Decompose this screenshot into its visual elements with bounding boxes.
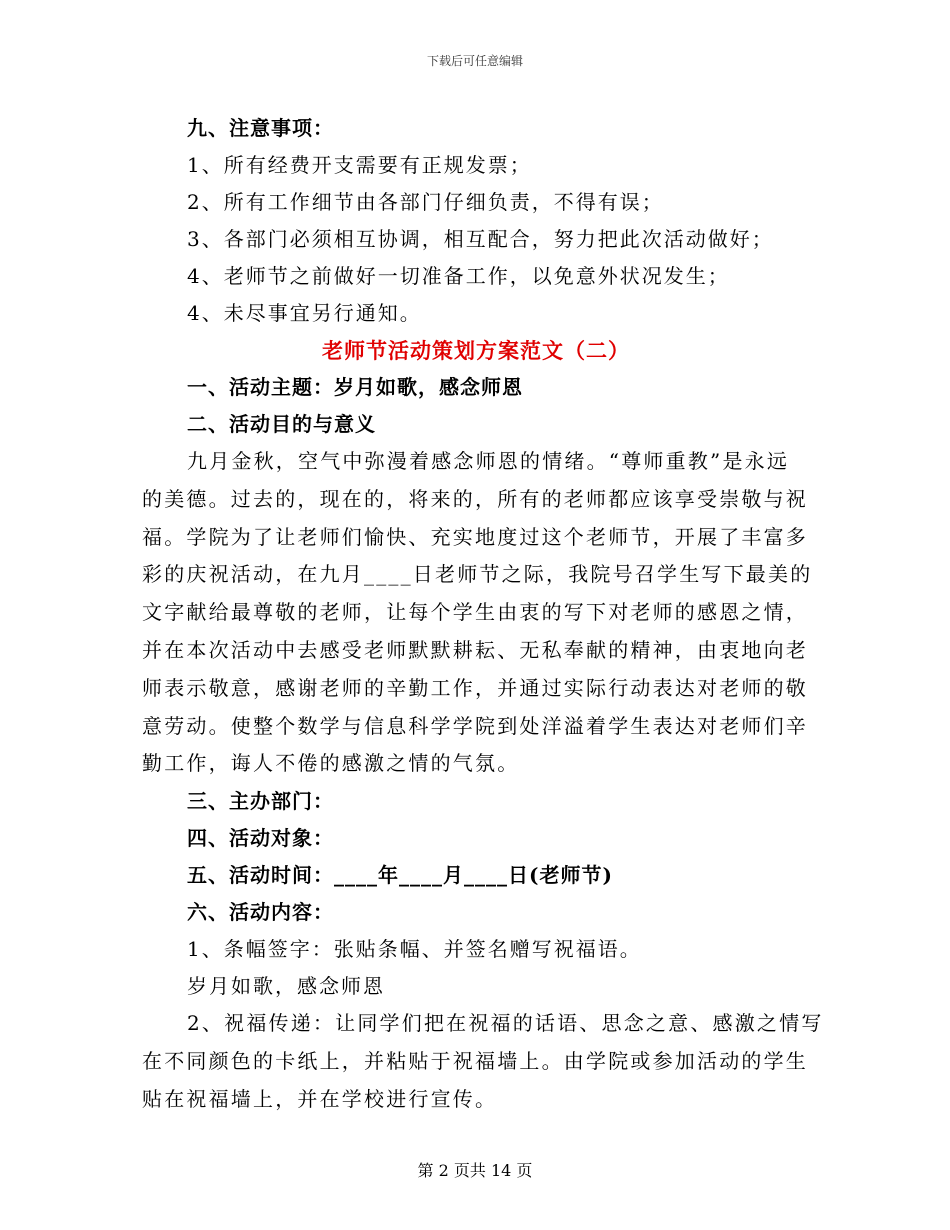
paragraph-line: 的美德。过去的，现在的，将来的，所有的老师都应该享受崇敬与祝	[142, 486, 808, 511]
page-header: 下载后可任意编辑	[426, 54, 523, 68]
section-heading-organizer: 三、主办部门：	[187, 789, 334, 814]
document-title: 老师节活动策划方案范文（二）	[322, 338, 630, 363]
paragraph-line: 在不同颜色的卡纸上，并粘贴于祝福墙上。由学院或参加活动的学生	[142, 1048, 808, 1073]
paragraph-line: 并在本次活动中去感受老师默默耕耘、无私奉献的精神，由衷地向老	[142, 637, 808, 662]
paragraph-line: 2、祝福传递：让同学们把在祝福的话语、思念之意、感激之情写	[187, 1011, 824, 1036]
section-heading-theme: 一、活动主题：岁月如歌，感念师恩	[187, 375, 523, 399]
item2-paragraph	[142, 1005, 824, 1118]
paragraph-line: 意劳动。使整个数学与信息科学学院到处洋溢着学生表达对老师们辛	[142, 713, 808, 738]
paragraph-line: 贴在祝福墙上，并在学校进行宣传。	[142, 1086, 498, 1111]
page-number: 第 2 页共 14 页	[417, 1161, 533, 1180]
section-heading-content: 六、活动内容：	[187, 900, 334, 925]
section-heading-time: 五、活动时间：____年____月____日(老师节)	[187, 863, 613, 888]
list-item: 4、老师节之前做好一切准备工作，以免意外状况发生；	[187, 264, 730, 288]
slogan-text: 岁月如歌，感念师恩	[187, 974, 385, 999]
paragraph-line: 勤工作，诲人不倦的感激之情的气氛。	[142, 751, 520, 776]
paragraph-line: 九月金秋，空气中弥漫着感念师恩的情绪。“尊师重教”是永远	[187, 449, 790, 473]
list-item: 3、各部门必须相互协调，相互配合，努力把此次活动做好；	[187, 227, 774, 251]
paragraph-line: 师表示敬意，感谢老师的辛勤工作，并通过实际行动表达对老师的敬	[142, 675, 808, 700]
document-body	[142, 110, 824, 1119]
purpose-paragraph	[142, 443, 813, 783]
paragraph-line: 彩的庆祝活动，在九月____日老师节之际，我院号召学生写下最美的	[142, 562, 813, 587]
list-item: 1、所有经费开支需要有正规发票；	[187, 153, 532, 177]
paragraph-line: 福。学院为了让老师们愉快、充实地度过这个老师节，开展了丰富多	[142, 524, 808, 549]
paragraph-line: 文字献给最尊敬的老师，让每个学生由衷的写下对老师的感恩之情，	[142, 600, 808, 625]
list-item: 1、条幅签字：张贴条幅、并签名赠写祝福语。	[187, 937, 642, 962]
section-heading-purpose: 二、活动目的与意义	[187, 412, 376, 436]
list-item: 4、未尽事宜另行通知。	[187, 301, 422, 325]
section-heading-notes: 九、注意事项：	[187, 116, 334, 140]
list-item: 2、所有工作细节由各部门仔细负责，不得有误；	[187, 190, 664, 214]
section-heading-target: 四、活动对象：	[187, 826, 334, 851]
